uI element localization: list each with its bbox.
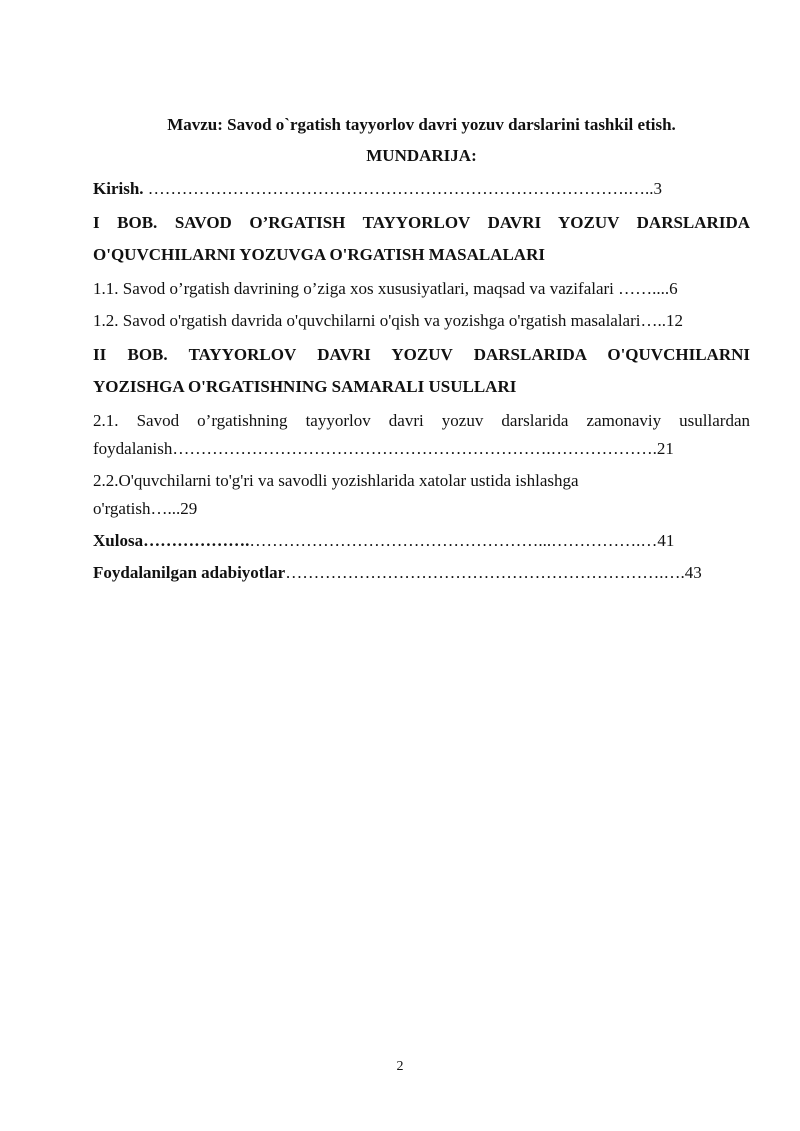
topic-title: Mavzu: Savod o`rgatish tayyorlov davri yozuv darslarini tashkil etish.	[167, 115, 676, 134]
chapter-1-heading-line-1: I BOB. SAVOD O’RGATISH TAYYORLOV DAVRI YOZUV DARSLARIDA	[93, 213, 750, 232]
toc-entry-section-1-2	[93, 307, 750, 335]
toc-entry-section-1-1	[93, 275, 750, 303]
toc-leader-dots: ……………………………………………...…………….…	[249, 531, 658, 550]
toc-entry-label: Kirish.	[93, 179, 144, 198]
toc-entry-introduction	[93, 175, 750, 203]
toc-chapter-1-heading	[93, 207, 750, 271]
toc-leader-dots: ………………………………………………………………………….…..	[143, 179, 654, 198]
chapter-2-heading-line-1: II BOB. TAYYORLOV DAVRI YOZUV DARSLARIDA O'QUVCHILARNI	[93, 345, 750, 364]
toc-page-number: 43	[684, 563, 702, 582]
toc-entry-text-line-1: 2.1. Savod o’rgatishning tayyorlov davri yozuv darslarida zamonaviy usullardan	[93, 411, 750, 430]
toc-entry-conclusion	[93, 527, 750, 555]
toc-page-number: 6	[669, 279, 678, 298]
toc-entry-references	[93, 559, 750, 587]
page-number: 2	[396, 1059, 404, 1074]
chapter-1-heading-line-2: O'QUVCHILARNI YOZUVGA O'RGATISH MASALALARI	[93, 245, 545, 264]
toc-entry-section-2-2	[93, 467, 750, 523]
toc-chapter-2-heading	[93, 339, 750, 403]
toc-page-number: 12	[666, 311, 683, 330]
toc-entry-text: 1.1. Savod o’rgatish davrining o’ziga xos xususiyatlari, maqsad va vazifalari ……....	[93, 279, 670, 298]
toc-entry-text-line-2: o'rgatish…...	[93, 499, 181, 518]
document-page	[93, 111, 750, 591]
toc-page-number: 3	[653, 179, 663, 198]
chapter-2-heading-line-2: YOZISHGA O'RGATISHNING SAMARALI USULLARI	[93, 377, 517, 396]
toc-entry-text-line-1: 2.2.O'quvchilarni to'g'ri va savodli yozishlarida xatolar ustida ishlashga	[93, 471, 579, 490]
toc-page-number: 41	[657, 531, 675, 550]
toc-page-number: 29	[180, 499, 198, 518]
toc-entry-text-line-2: foydalanish………………………………………………………….……………….	[93, 439, 657, 458]
toc-entry-section-2-1	[93, 407, 750, 463]
contents-heading: MUNDARIJA:	[366, 146, 477, 165]
toc-entry-text: 1.2. Savod o'rgatish davrida o'quvchilarni o'qish va yozishga o'rgatish masalalari…..	[93, 311, 666, 330]
toc-page-number: 21	[656, 439, 674, 458]
toc-entry-label: Xulosa……………….	[93, 531, 250, 550]
toc-entry-label: Foydalanilgan adabiyotlar	[93, 563, 286, 582]
toc-leader-dots: ………………………………………………………….….	[285, 563, 685, 582]
